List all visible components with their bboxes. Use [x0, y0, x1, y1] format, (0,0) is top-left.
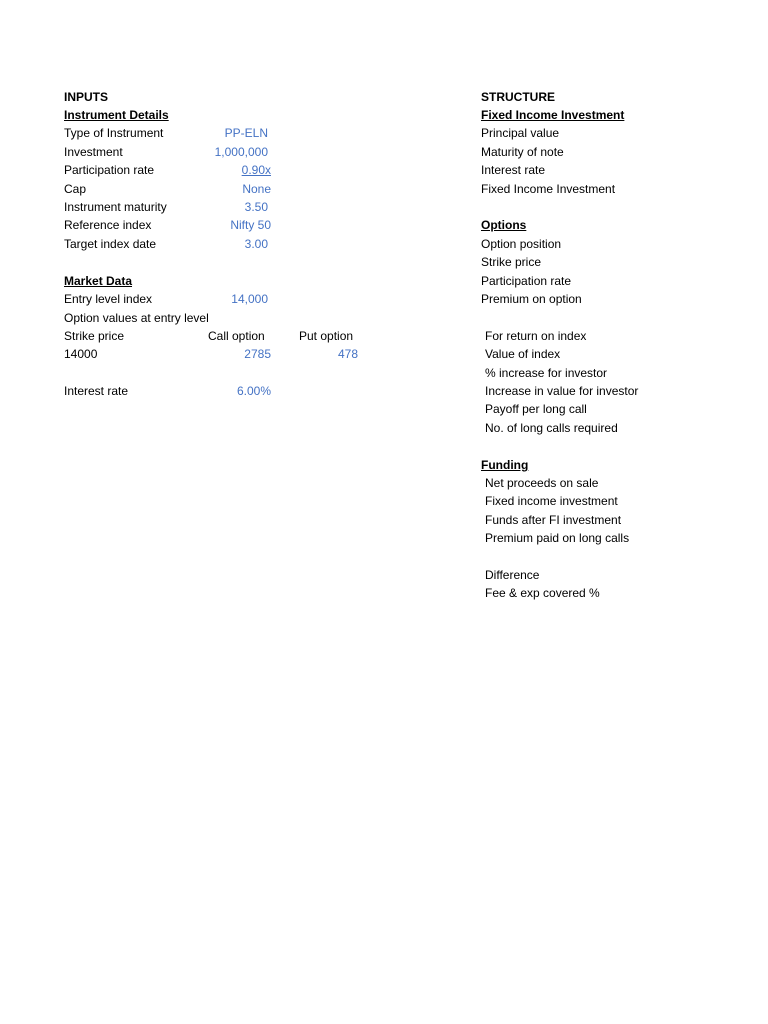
interest-rate-value[interactable]: 6.00% — [236, 384, 271, 398]
put-option-value[interactable]: 478 — [337, 347, 358, 361]
call-option-header: Call option — [208, 329, 265, 343]
structure-participation-rate-label: Participation rate — [481, 274, 572, 288]
instrument-details-heading: Instrument Details — [64, 108, 169, 122]
payoff-per-long-call-label: Payoff per long call — [485, 402, 587, 416]
pct-increase-label: % increase for investor — [485, 366, 608, 380]
target-index-date-label: Target index date — [64, 237, 157, 251]
reference-index-label: Reference index — [64, 218, 152, 232]
option-position-label: Option position — [481, 237, 562, 251]
premium-on-option-label: Premium on option — [481, 292, 582, 306]
options-heading: Options — [481, 218, 527, 232]
participation-rate-value[interactable]: 0.90x — [241, 163, 271, 177]
funding-fixed-income-label: Fixed income investment — [485, 494, 618, 508]
for-return-on-index-label: For return on index — [485, 329, 587, 343]
reference-index-value[interactable]: Nifty 50 — [230, 218, 271, 232]
maturity-of-note-label: Maturity of note — [481, 145, 564, 159]
principal-value-label: Principal value — [481, 126, 560, 140]
entry-level-index-value[interactable]: 14,000 — [231, 292, 268, 306]
funding-heading: Funding — [481, 458, 529, 472]
net-proceeds-label: Net proceeds on sale — [485, 476, 599, 490]
investment-label: Investment — [64, 145, 123, 159]
value-of-index-label: Value of index — [485, 347, 561, 361]
inputs-heading: INPUTS — [64, 90, 109, 104]
type-of-instrument-label: Type of Instrument — [64, 126, 164, 140]
no-of-long-calls-label: No. of long calls required — [485, 421, 618, 435]
structure-heading: STRUCTURE — [481, 90, 555, 104]
investment-value[interactable]: 1,000,000 — [214, 145, 268, 159]
market-data-heading: Market Data — [64, 274, 133, 288]
difference-label: Difference — [485, 568, 540, 582]
interest-rate-label: Interest rate — [64, 384, 129, 398]
put-option-header: Put option — [299, 329, 354, 343]
fixed-income-heading: Fixed Income Investment — [481, 108, 625, 122]
cap-label: Cap — [64, 182, 87, 196]
structure-interest-rate-label: Interest rate — [481, 163, 546, 177]
instrument-maturity-label: Instrument maturity — [64, 200, 167, 214]
cap-value[interactable]: None — [242, 182, 271, 196]
premium-paid-label: Premium paid on long calls — [485, 531, 630, 545]
entry-level-index-label: Entry level index — [64, 292, 153, 306]
strike-price-header: Strike price — [64, 329, 125, 343]
fixed-income-investment-label: Fixed Income Investment — [481, 182, 616, 196]
instrument-maturity-value[interactable]: 3.50 — [244, 200, 268, 214]
structure-strike-price-label: Strike price — [481, 255, 542, 269]
strike-price-value[interactable]: 14000 — [64, 347, 98, 361]
increase-in-value-label: Increase in value for investor — [485, 384, 639, 398]
call-option-value[interactable]: 2785 — [244, 347, 271, 361]
participation-rate-label: Participation rate — [64, 163, 155, 177]
funds-after-fi-label: Funds after FI investment — [485, 513, 622, 527]
option-values-label: Option values at entry level — [64, 311, 209, 325]
type-of-instrument-value[interactable]: PP-ELN — [224, 126, 268, 140]
target-index-date-value[interactable]: 3.00 — [244, 237, 268, 251]
fee-exp-covered-label: Fee & exp covered % — [485, 586, 600, 600]
